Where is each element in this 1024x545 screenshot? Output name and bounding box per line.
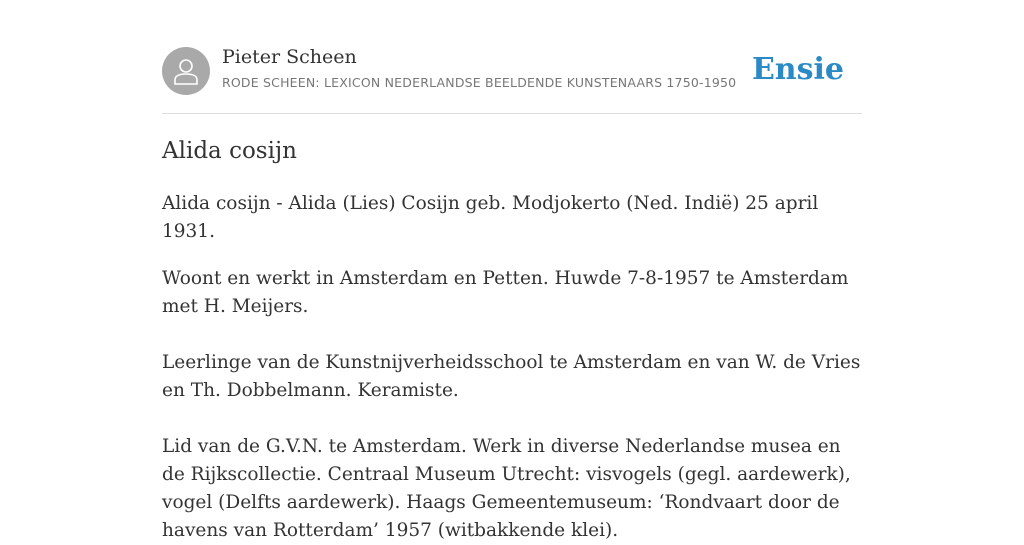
paragraph: Lid van de G.V.N. te Amsterdam. Werk in diverse Nederlandse musea en de Rijkscollectie. Centraal Museum Utrecht: visvogels (gegl. aardewerk), vogel (Delfts aardewerk). Haags Gemeentemuseum: ‘Rondvaart door de havens van Rotterdam’ 1957 (witbakkende klei).: [162, 436, 851, 541]
paragraph: Leerlinge van de Kunstnijverheidsschool te Amsterdam en van W. de Vries en Th. Dobbelmann. Keramiste.: [162, 352, 861, 401]
source-title[interactable]: RODE SCHEEN: LEXICON NEDERLANDSE BEELDENDE KUNSTENAARS 1750-1950: [222, 75, 737, 90]
avatar[interactable]: [162, 47, 210, 95]
article-body: [162, 190, 862, 545]
entry-header: [162, 0, 862, 114]
page-container: [162, 0, 862, 541]
user-icon: [172, 56, 200, 86]
paragraph: Alida cosijn - Alida (Lies) Cosijn geb. Modjokerto (Ned. Indië) 25 april 1931.: [162, 193, 819, 242]
page-title: Alida cosijn: [162, 138, 297, 164]
author-name[interactable]: Pieter Scheen: [222, 46, 357, 68]
paragraph: Woont en werkt in Amsterdam en Petten. Huwde 7-8-1957 te Amsterdam met H. Meijers.: [162, 268, 849, 317]
brand-logo[interactable]: Ensie: [751, 52, 844, 87]
